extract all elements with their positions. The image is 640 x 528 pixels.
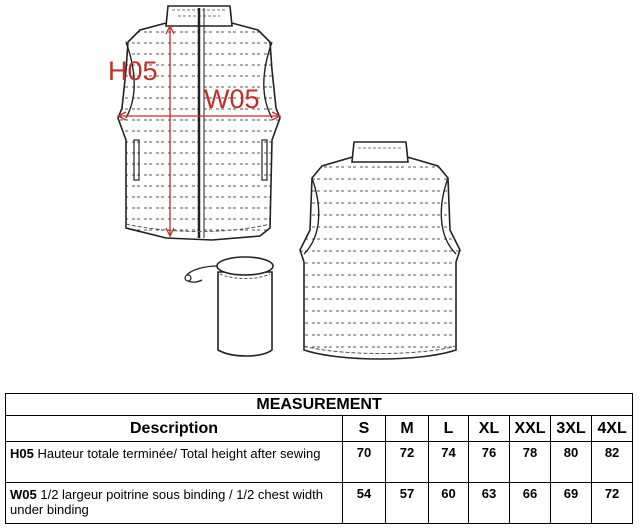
table-header-row [6, 416, 633, 442]
table-cell: 76 [469, 442, 510, 483]
table-title: MEASUREMENT [6, 394, 633, 416]
measurement-table [5, 393, 633, 524]
table-cell: 57 [386, 483, 429, 524]
size-header: 4XL [592, 416, 633, 442]
size-header: XL [469, 416, 510, 442]
row-description [6, 442, 343, 483]
table-cell: 78 [510, 442, 551, 483]
row-description [6, 483, 343, 524]
size-header: S [343, 416, 386, 442]
measure-description: Hauteur totale terminée/ Total height after sewing [37, 446, 321, 461]
table-cell: 69 [551, 483, 592, 524]
measure-code: W05 [10, 487, 37, 502]
measurement-table-container [5, 393, 632, 524]
description-header: Description [6, 416, 343, 442]
height-measure-label: H05 [108, 56, 158, 86]
measure-description: 1/2 largeur poitrine sous binding / 1/2 chest width under binding [10, 487, 323, 517]
table-cell: 74 [429, 442, 469, 483]
table-cell: 63 [469, 483, 510, 524]
table-row [6, 442, 633, 483]
table-cell: 60 [429, 483, 469, 524]
vest-back-view [300, 142, 460, 359]
measure-code: H05 [10, 446, 34, 461]
table-cell: 54 [343, 483, 386, 524]
table-cell: 80 [551, 442, 592, 483]
size-header: 3XL [551, 416, 592, 442]
table-cell: 82 [592, 442, 633, 483]
stuff-bag-drawing [185, 257, 273, 356]
size-header: XXL [510, 416, 551, 442]
width-measure-label: W05 [204, 84, 260, 114]
table-cell: 66 [510, 483, 551, 524]
size-header: M [386, 416, 429, 442]
table-row [6, 483, 633, 524]
table-cell: 72 [386, 442, 429, 483]
size-header: L [429, 416, 469, 442]
vest-front-view [108, 6, 280, 240]
table-cell: 72 [592, 483, 633, 524]
table-cell: 70 [343, 442, 386, 483]
